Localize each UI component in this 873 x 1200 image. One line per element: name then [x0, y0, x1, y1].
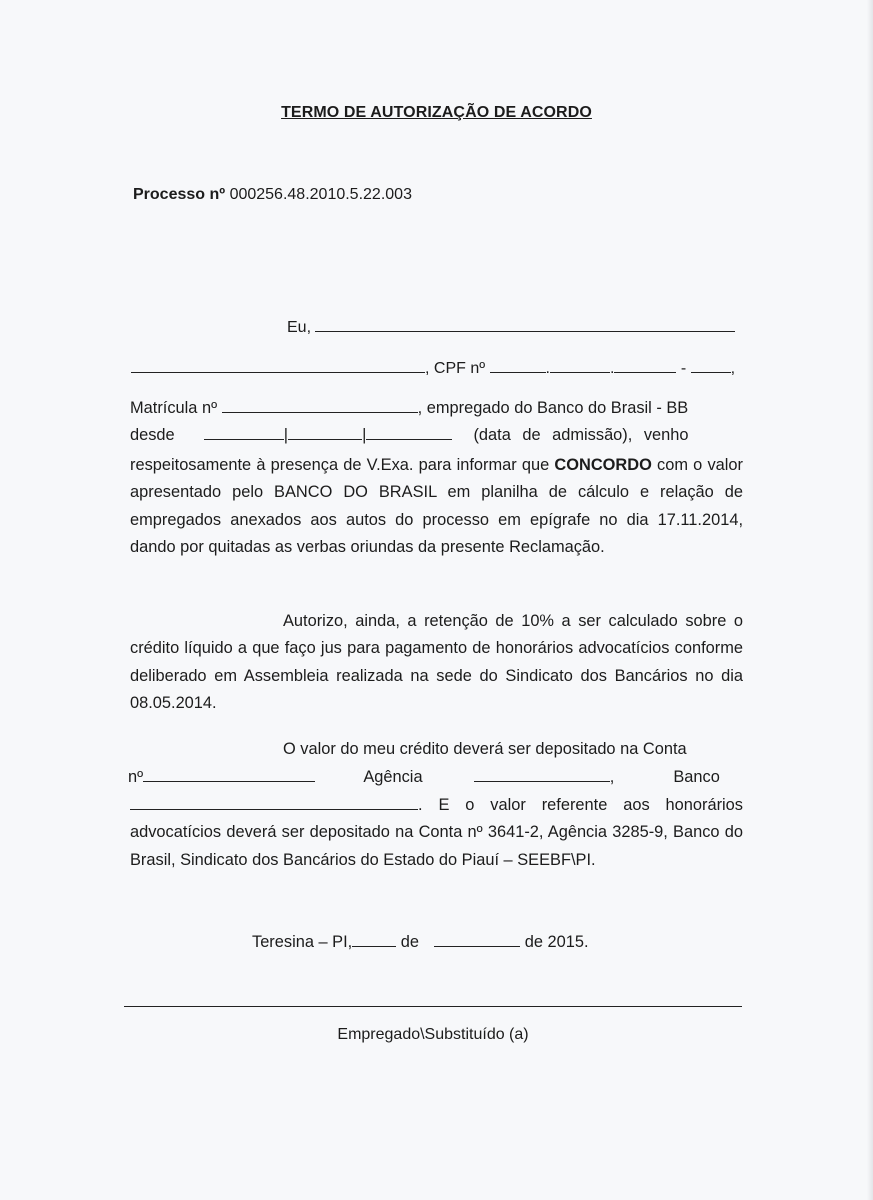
conta-label: nº	[128, 768, 144, 786]
paragraph-honorarios	[130, 792, 743, 874]
para1-text-end: com o valor apresentado pelo BANCO DO BRASIL em planilha de cálculo e relação de empregados anexados aos autos do processo em epígrafe no dia 17.11.2014, dando por quitadas as verbas oriundas da presente Reclamação.	[130, 456, 743, 557]
banco-field[interactable]	[130, 795, 418, 810]
paragraph-deposito	[130, 736, 743, 763]
paragraph-autorizo	[130, 608, 743, 718]
admission-month-field[interactable]	[288, 425, 362, 440]
agencia-comma: ,	[609, 768, 615, 786]
paragraph-concordo	[130, 452, 743, 562]
name-blank-field[interactable]	[315, 317, 735, 332]
cpf-label: , CPF nº	[425, 360, 486, 377]
cpf-dash: -	[680, 360, 687, 377]
desde-line	[130, 425, 689, 445]
date-month-field[interactable]	[434, 932, 520, 947]
cpf-digit-field[interactable]	[691, 358, 731, 373]
date-day-field[interactable]	[352, 932, 396, 947]
desde-tail: (data de admissão), venho	[473, 426, 689, 444]
conta-field[interactable]	[143, 767, 315, 782]
processo-number: 000256.48.2010.5.22.003	[229, 186, 412, 203]
conta-line	[128, 767, 720, 787]
page-edge-shadow	[867, 0, 873, 1200]
cpf-separator: .	[545, 360, 550, 377]
signature-line[interactable]	[124, 1006, 742, 1007]
date-year: de 2015.	[524, 933, 589, 951]
para3-first-line: O valor do meu crédito deverá ser depositado na Conta	[283, 740, 687, 758]
processo-line	[133, 186, 412, 204]
document-title: TERMO DE AUTORIZAÇÃO DE ACORDO	[281, 104, 592, 121]
matricula-label: Matrícula nº	[130, 399, 218, 417]
date-de: de	[400, 933, 420, 951]
para3-rest: . E o valor referente aos honorários advocatícios deverá ser depositado na Conta nº 3641-2, Agência 3285-9, Banco do Brasil, Sindicato dos Bancários do Estado do Piauí – SEEBF\PI.	[130, 796, 743, 869]
signature-label: Empregado\Substituído (a)	[337, 1026, 529, 1043]
date-line	[252, 932, 589, 952]
cpf-part2-field[interactable]	[550, 358, 610, 373]
date-separator: |	[362, 426, 367, 444]
admission-day-field[interactable]	[204, 425, 284, 440]
para1-text-start: respeitosamente à presença de V.Exa. para informar que	[130, 456, 555, 474]
eu-line	[287, 317, 735, 337]
cpf-end-comma: ,	[730, 360, 736, 377]
concordo-bold: CONCORDO	[554, 456, 652, 474]
processo-label: Processo nº	[133, 186, 226, 203]
matricula-line	[130, 398, 688, 418]
banco-label: Banco	[673, 768, 720, 786]
date-separator: |	[283, 426, 289, 444]
date-city: Teresina – PI,	[252, 933, 353, 951]
agencia-field[interactable]	[474, 767, 610, 782]
agencia-label: Agência	[363, 768, 423, 786]
cpf-separator: .	[609, 360, 615, 377]
para2-text: Autorizo, ainda, a retenção de 10% a ser calculado sobre o crédito líquido a que faço jus para pagamento de honorários advocatícios conforme deliberado em Assembleia realizada na sede do Sindicato dos Bancários no dia 08.05.2014.	[130, 612, 743, 713]
cpf-line	[131, 358, 735, 378]
admission-year-field[interactable]	[366, 425, 452, 440]
cpf-part3-field[interactable]	[614, 358, 676, 373]
desde-label: desde	[130, 426, 175, 444]
name-continuation-blank-field[interactable]	[131, 358, 425, 373]
matricula-field[interactable]	[222, 398, 418, 413]
eu-label: Eu,	[287, 319, 312, 336]
matricula-tail: , empregado do Banco do Brasil - BB	[417, 399, 689, 417]
cpf-part1-field[interactable]	[490, 358, 546, 373]
